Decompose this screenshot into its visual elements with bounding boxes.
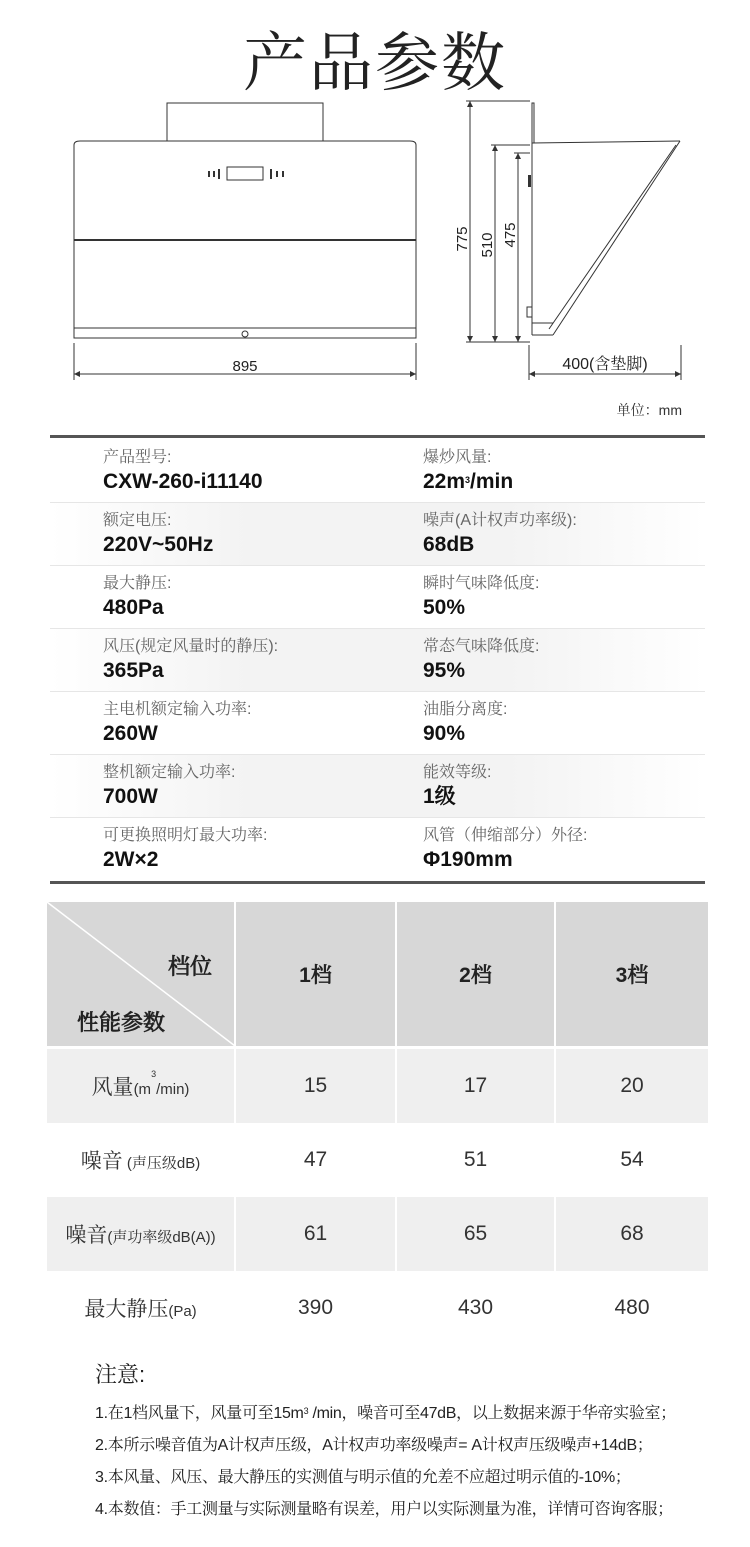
spec-value: 1级 — [423, 785, 456, 808]
spec-row — [50, 566, 705, 629]
spec-label: 可更换照明灯最大功率: — [103, 827, 268, 844]
table-cell: 68 — [555, 1197, 708, 1271]
spec-label: 常态气味降低度: — [423, 638, 540, 655]
spec-row — [50, 503, 705, 566]
spec-row — [50, 755, 705, 818]
spec-value: 68dB — [423, 533, 475, 556]
table-cell: 430 — [396, 1271, 555, 1345]
table-cell: 61 — [235, 1197, 396, 1271]
performance-table — [47, 902, 708, 1345]
spec-label: 能效等级: — [423, 764, 492, 781]
row-label: 风量$(m^3/\min)$ — [47, 1049, 235, 1123]
corner-top-label: 档位 — [167, 954, 212, 979]
spec-value: 90% — [423, 722, 466, 745]
table-cell: 390 — [235, 1271, 396, 1345]
spec-label: 整机额定输入功率: — [103, 764, 236, 781]
table-cell: 480 — [614, 1296, 650, 1319]
note-item: 3.本风量、风压、最大静压的实测值与明示值的允差不应超过明示值的-10%； — [95, 1469, 631, 1486]
spec-label: 产品型号: — [103, 449, 172, 466]
row-label: 最大静压(Pa) — [47, 1271, 235, 1345]
spec-value: 260W — [103, 722, 158, 745]
front-chimney — [167, 103, 323, 141]
bottom-divider — [50, 881, 705, 884]
spec-label: 爆炒风量: — [423, 449, 492, 466]
table-cell: 20 — [555, 1049, 708, 1123]
height-total-label: 775 — [454, 226, 471, 252]
spec-label: 额定电压: — [103, 512, 172, 529]
note-item: 2.本所示噪音值为A计权声压级，A计权声功率级噪声= A计权声压级噪声+14dB； — [95, 1437, 653, 1454]
table-cell: 17 — [396, 1049, 555, 1123]
spec-list — [50, 440, 705, 880]
front-display — [227, 167, 263, 180]
page-title: 产品参数 — [243, 27, 507, 101]
spec-label: 风管（伸缩部分）外径: — [423, 827, 588, 844]
spec-value: 480Pa — [103, 596, 164, 619]
spec-value: 365Pa — [103, 659, 164, 682]
spec-value: Φ190mm — [423, 848, 513, 871]
table-cell: 54 — [620, 1148, 644, 1171]
width-label: 895 — [232, 358, 258, 375]
spec-row — [50, 692, 705, 755]
spec-value: $22m^3/\min$ — [423, 470, 514, 493]
row-label: 噪音 (声压级dB) — [47, 1123, 235, 1197]
notes-title: 注意: — [95, 1362, 146, 1387]
top-divider — [50, 435, 705, 438]
range-hood-drawing — [0, 95, 750, 425]
table-corner-cell — [47, 902, 235, 1046]
unit-label: 单位：mm — [616, 402, 682, 418]
depth-label: 400(含垫脚) — [562, 356, 648, 373]
spec-value: CXW-260-i11140 — [103, 470, 263, 493]
column-header: 2档 — [396, 902, 555, 1046]
table-row — [47, 1123, 708, 1197]
spec-value: 220V~50Hz — [103, 533, 214, 556]
table-row — [47, 1049, 708, 1123]
table-row — [47, 1271, 708, 1345]
spec-row — [50, 440, 705, 503]
table-cell: 65 — [396, 1197, 555, 1271]
spec-label: 瞬时气味降低度: — [423, 575, 540, 592]
spec-value: 95% — [423, 659, 466, 682]
spec-label: 噪声(A计权声功率级): — [423, 512, 577, 529]
dimension-diagram — [0, 95, 750, 425]
height-mid-label: 510 — [479, 232, 496, 258]
row-label: 噪音(声功率级dB(A)) — [47, 1197, 235, 1271]
spec-label: 主电机额定输入功率: — [103, 701, 252, 718]
spec-row — [50, 818, 705, 880]
column-header: 3档 — [555, 902, 708, 1046]
table-cell: 15 — [235, 1049, 396, 1123]
corner-bottom-label: 性能参数 — [77, 1010, 166, 1035]
table-row — [47, 1197, 708, 1271]
spec-value: 2W×2 — [103, 848, 159, 871]
notes-section — [95, 1358, 735, 1531]
spec-value: 50% — [423, 596, 466, 619]
note-item: 1.在1档风量下，风量可至$15m^3$ /min，噪音可至47dB，以上数据来源于华帝实验室； — [95, 1405, 676, 1422]
note-item: 4.本数值：手工测量与实际测量略有误差，用户以实际测量为准，详情可咨询客服； — [95, 1501, 673, 1518]
spec-label: 风压(规定风量时的静压): — [103, 638, 279, 655]
spec-row — [50, 629, 705, 692]
spec-label: 油脂分离度: — [423, 701, 508, 718]
table-header-row — [47, 902, 708, 1046]
table-cell: 51 — [396, 1123, 555, 1197]
spec-label: 最大静压: — [103, 575, 172, 592]
table-cell: 47 — [235, 1123, 396, 1197]
spec-value: 700W — [103, 785, 158, 808]
height-low-label: 475 — [502, 222, 519, 248]
column-header: 1档 — [235, 902, 396, 1046]
